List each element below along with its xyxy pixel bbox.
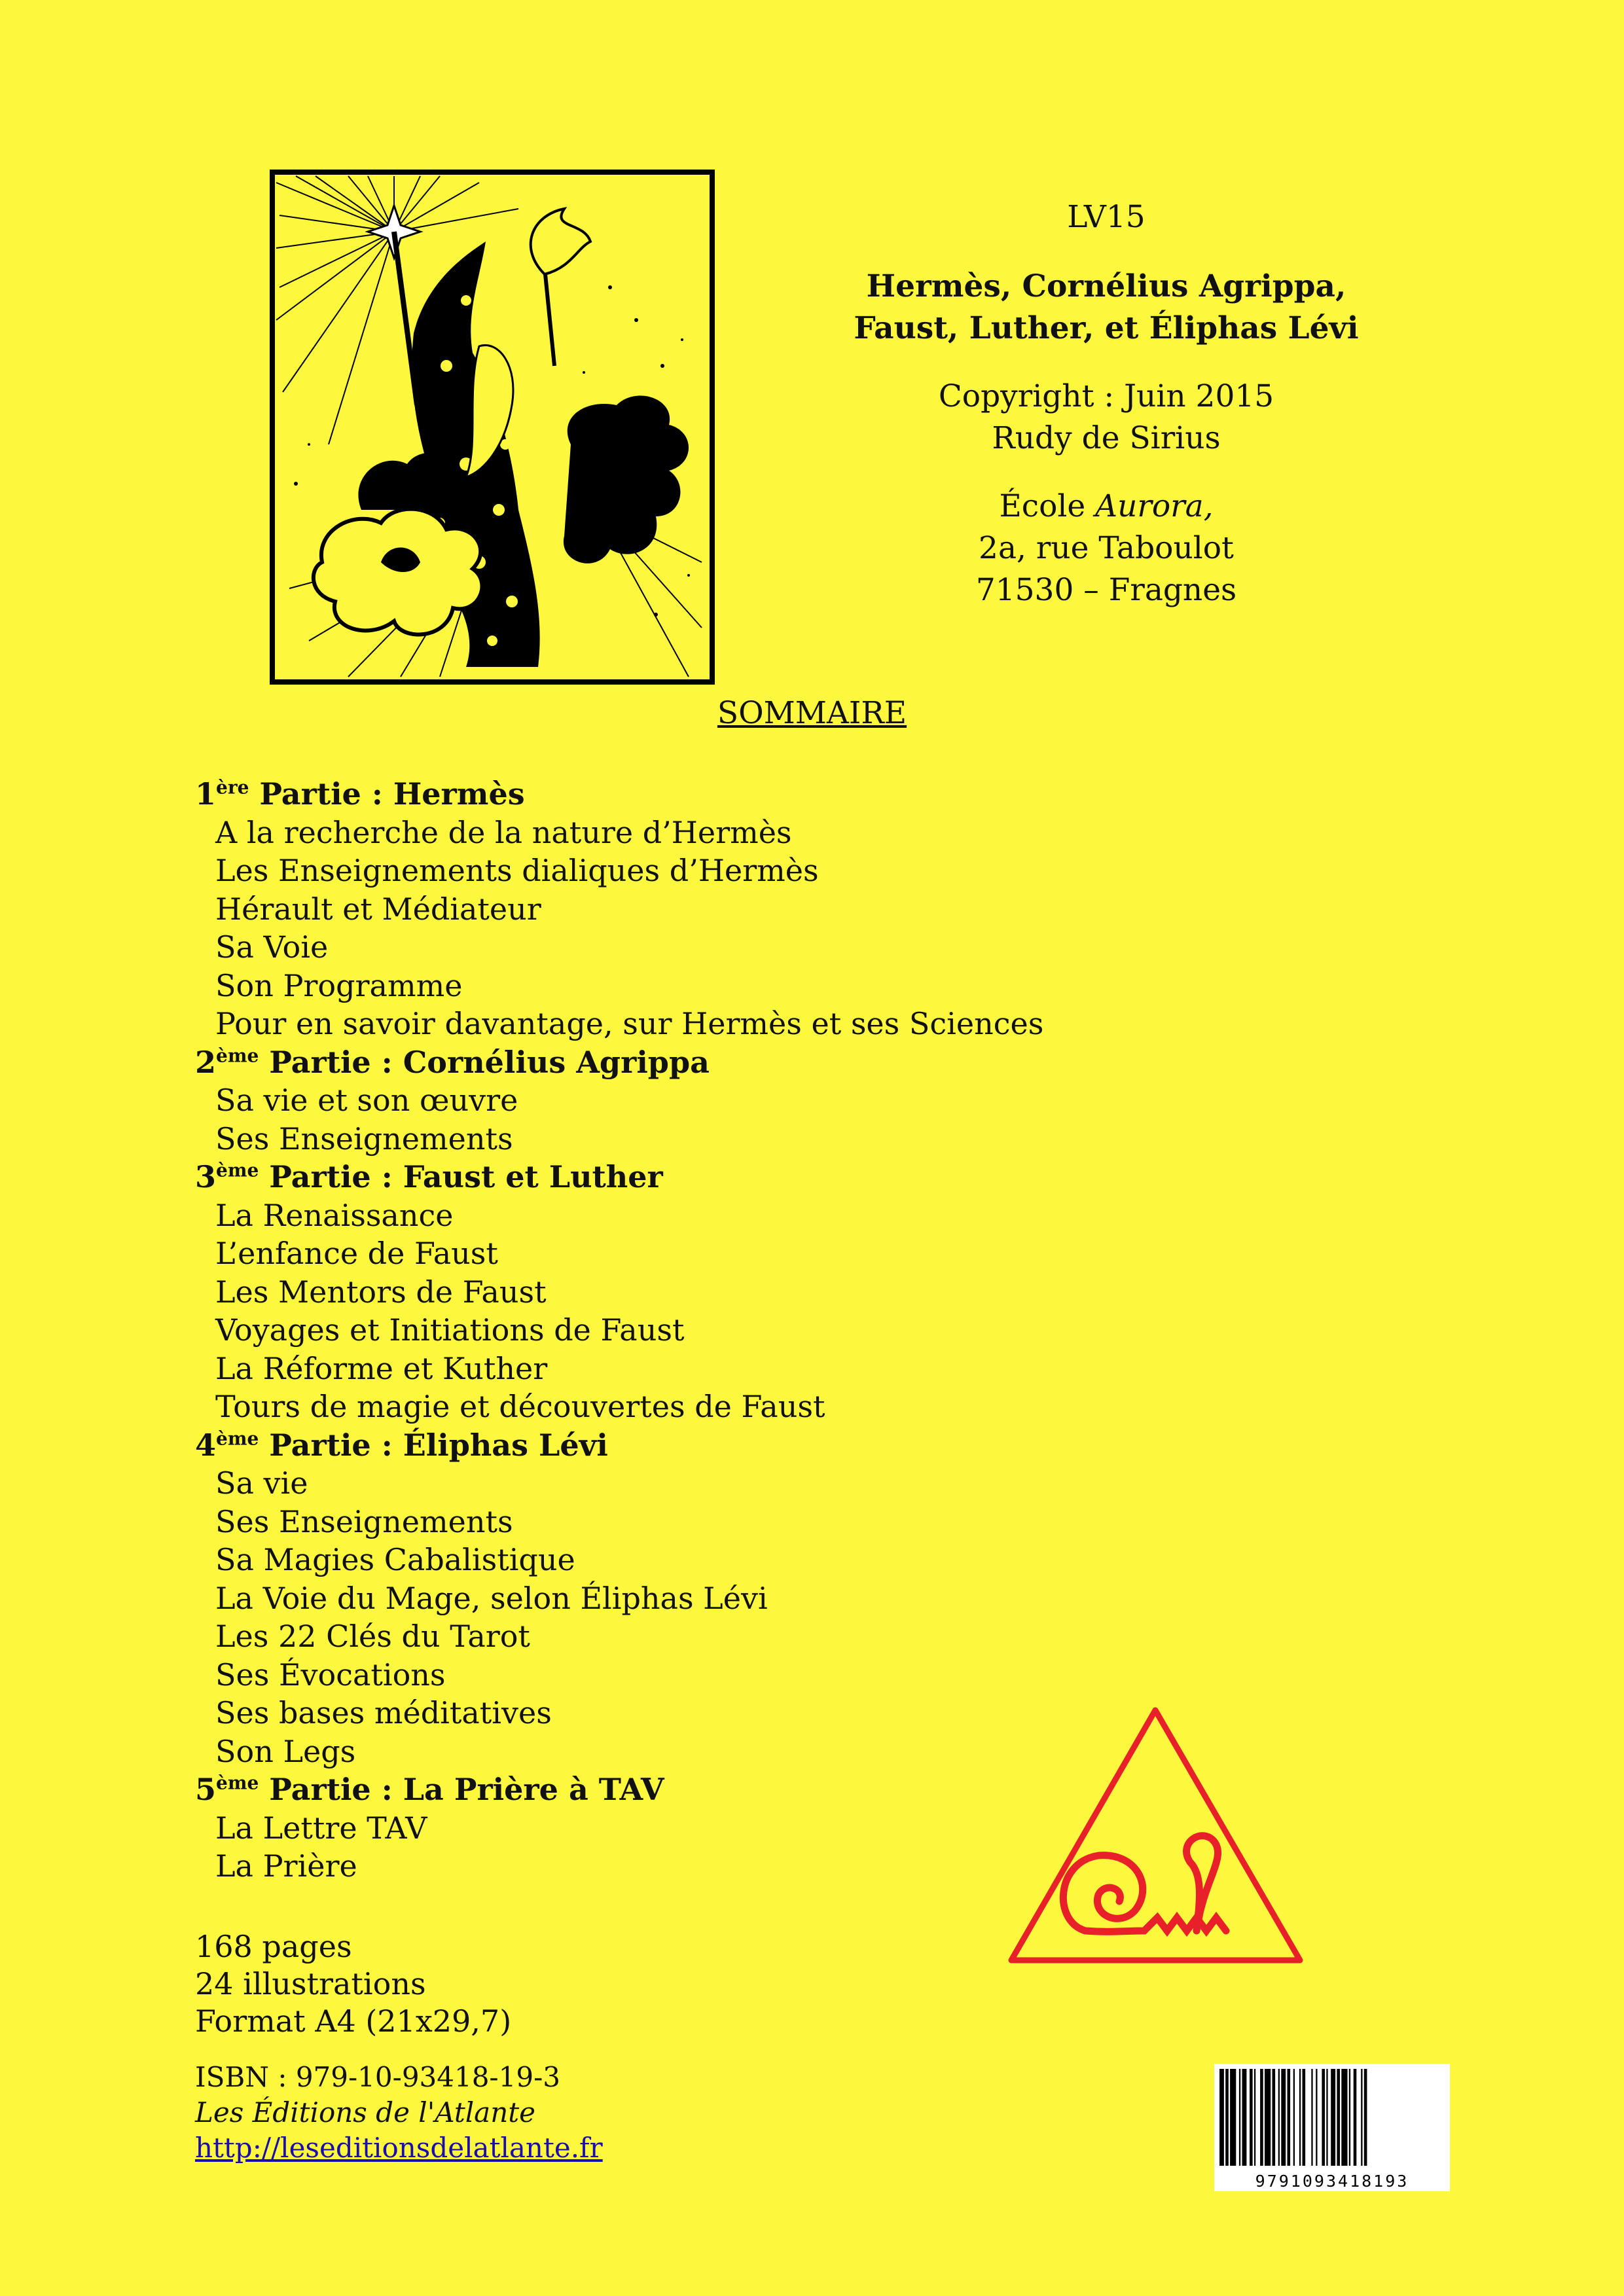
collection-code: LV15	[1067, 199, 1146, 235]
sommaire-heading: SOMMAIRE	[717, 695, 907, 731]
address-block: École Aurora, 2a, rue Taboulot 71530 – Fragnes	[975, 488, 1237, 608]
author: Rudy de Sirius	[992, 420, 1221, 456]
barcode-bar	[1361, 2069, 1362, 2166]
barcode-bar	[1354, 2069, 1357, 2166]
list-item: Sa Voie	[215, 929, 329, 965]
barcode-bar	[1364, 2069, 1367, 2166]
barcode-bar	[1250, 2069, 1253, 2166]
barcode-bar	[1278, 2069, 1280, 2166]
toc-part-1: 1ère Partie : Hermès A la recherche de la nature d’Hermès Les Enseignements dialiques d’Hermès Hérault et Médiateur Sa Voie Son Programme Pour en savoir davantage, sur Hermès et ses Sciences	[195, 775, 1043, 1043]
barcode-number: 9791093418193	[1255, 2172, 1409, 2191]
barcode-bar	[1272, 2069, 1276, 2166]
list-item: Voyages et Initiations de Faust	[215, 1312, 685, 1348]
list-item: Sa vie	[215, 1465, 308, 1501]
barcode-bar	[1326, 2069, 1327, 2166]
barcode-bar	[1331, 2069, 1335, 2166]
barcode-bar	[1337, 2069, 1340, 2166]
toc-part-5: 5ème Partie : La Prière à TAV La Lettre TAV La Prière	[195, 1770, 1043, 1886]
barcode-bar	[1311, 2069, 1312, 2166]
list-item: Ses bases méditatives	[215, 1695, 552, 1731]
publication-info	[195, 2060, 603, 2166]
list-item: Sa Magies Cabalistique	[215, 1542, 575, 1577]
barcode-bar	[1303, 2069, 1306, 2166]
publisher: Les Éditions de l'Atlante	[195, 2096, 535, 2128]
emblem-logo	[1007, 1705, 1305, 1965]
toc-part-3: 3ème Partie : Faust et Luther La Renaissance L’enfance de Faust Les Mentors de Faust Voyages et Initiations de Faust La Réforme et Kuther Tours de magie et découvertes de Faust	[195, 1158, 1043, 1426]
barcode-bar	[1349, 2069, 1350, 2166]
barcode-bar	[1260, 2069, 1263, 2166]
list-item: Les 22 Clés du Tarot	[215, 1619, 530, 1654]
list-item: La Renaissance	[215, 1197, 454, 1233]
list-item: Sa vie et son œuvre	[215, 1083, 518, 1118]
barcode-bar	[1230, 2069, 1236, 2166]
copyright-block: Copyright : Juin 2015 Rudy de Sirius	[851, 376, 1362, 459]
toc-part-2: 2ème Partie : Cornélius Agrippa Sa vie et son œuvre Ses Enseignements	[195, 1043, 1043, 1158]
list-item: Son Legs	[215, 1733, 356, 1769]
barcode-bar	[1239, 2069, 1240, 2166]
list-item: Pour en savoir davantage, sur Hermès et ses Sciences	[215, 1006, 1044, 1041]
barcode-bar	[1299, 2069, 1301, 2166]
barcode-bar	[1242, 2069, 1247, 2166]
wizard-illustration	[270, 170, 715, 685]
list-item: La Voie du Mage, selon Éliphas Lévi	[215, 1580, 768, 1616]
publisher-link[interactable]: http://leseditionsdelatlante.fr	[195, 2132, 603, 2164]
barcode-bar	[1322, 2069, 1325, 2166]
list-item: Tours de magie et découvertes de Faust	[215, 1389, 825, 1424]
isbn: ISBN : 979-10-93418-19-3	[195, 2061, 560, 2093]
page-count: 168 pages	[195, 1929, 352, 1964]
list-item: A la recherche de la nature d’Hermès	[215, 814, 792, 850]
toc-part-4: 4ème Partie : Éliphas Lévi Sa vie Ses Enseignements Sa Magies Cabalistique La Voie du Mage, selon Éliphas Lévi Les 22 Clés du Tarot Ses Évocations Ses bases méditatives Son Legs	[195, 1426, 1043, 1771]
list-item: Ses Enseignements	[215, 1121, 513, 1157]
barcode-bar	[1219, 2069, 1224, 2166]
illustration-count: 24 illustrations	[195, 1966, 426, 2001]
list-item: La Réforme et Kuther	[215, 1350, 548, 1386]
header-block	[851, 196, 1362, 611]
barcode-bar	[1288, 2069, 1291, 2166]
list-item: Hérault et Médiateur	[215, 891, 541, 927]
book-title: Hermès, Cornélius Agrippa, Faust, Luther, et Éliphas Lévi	[854, 268, 1359, 346]
barcode-bar	[1225, 2069, 1229, 2166]
barcode	[1214, 2064, 1450, 2191]
barcode-bar	[1281, 2069, 1286, 2166]
list-item: Ses Évocations	[215, 1657, 446, 1693]
list-item: La Prière	[215, 1848, 357, 1884]
format: Format A4 (21x29,7)	[195, 2003, 512, 2039]
list-item: Son Programme	[215, 967, 463, 1003]
barcode-bar	[1316, 2069, 1317, 2166]
table-of-contents	[195, 775, 1043, 1886]
book-stats	[195, 1928, 511, 2040]
barcode-bar	[1293, 2069, 1295, 2166]
list-item: Ses Enseignements	[215, 1503, 513, 1539]
list-item: Les Enseignements dialiques d’Hermès	[215, 853, 819, 888]
list-item: La Lettre TAV	[215, 1810, 427, 1846]
list-item: Les Mentors de Faust	[215, 1274, 547, 1310]
barcode-bar	[1254, 2069, 1255, 2166]
barcode-bar	[1341, 2069, 1347, 2166]
barcode-bar	[1265, 2069, 1271, 2166]
list-item: L’enfance de Faust	[215, 1236, 498, 1271]
